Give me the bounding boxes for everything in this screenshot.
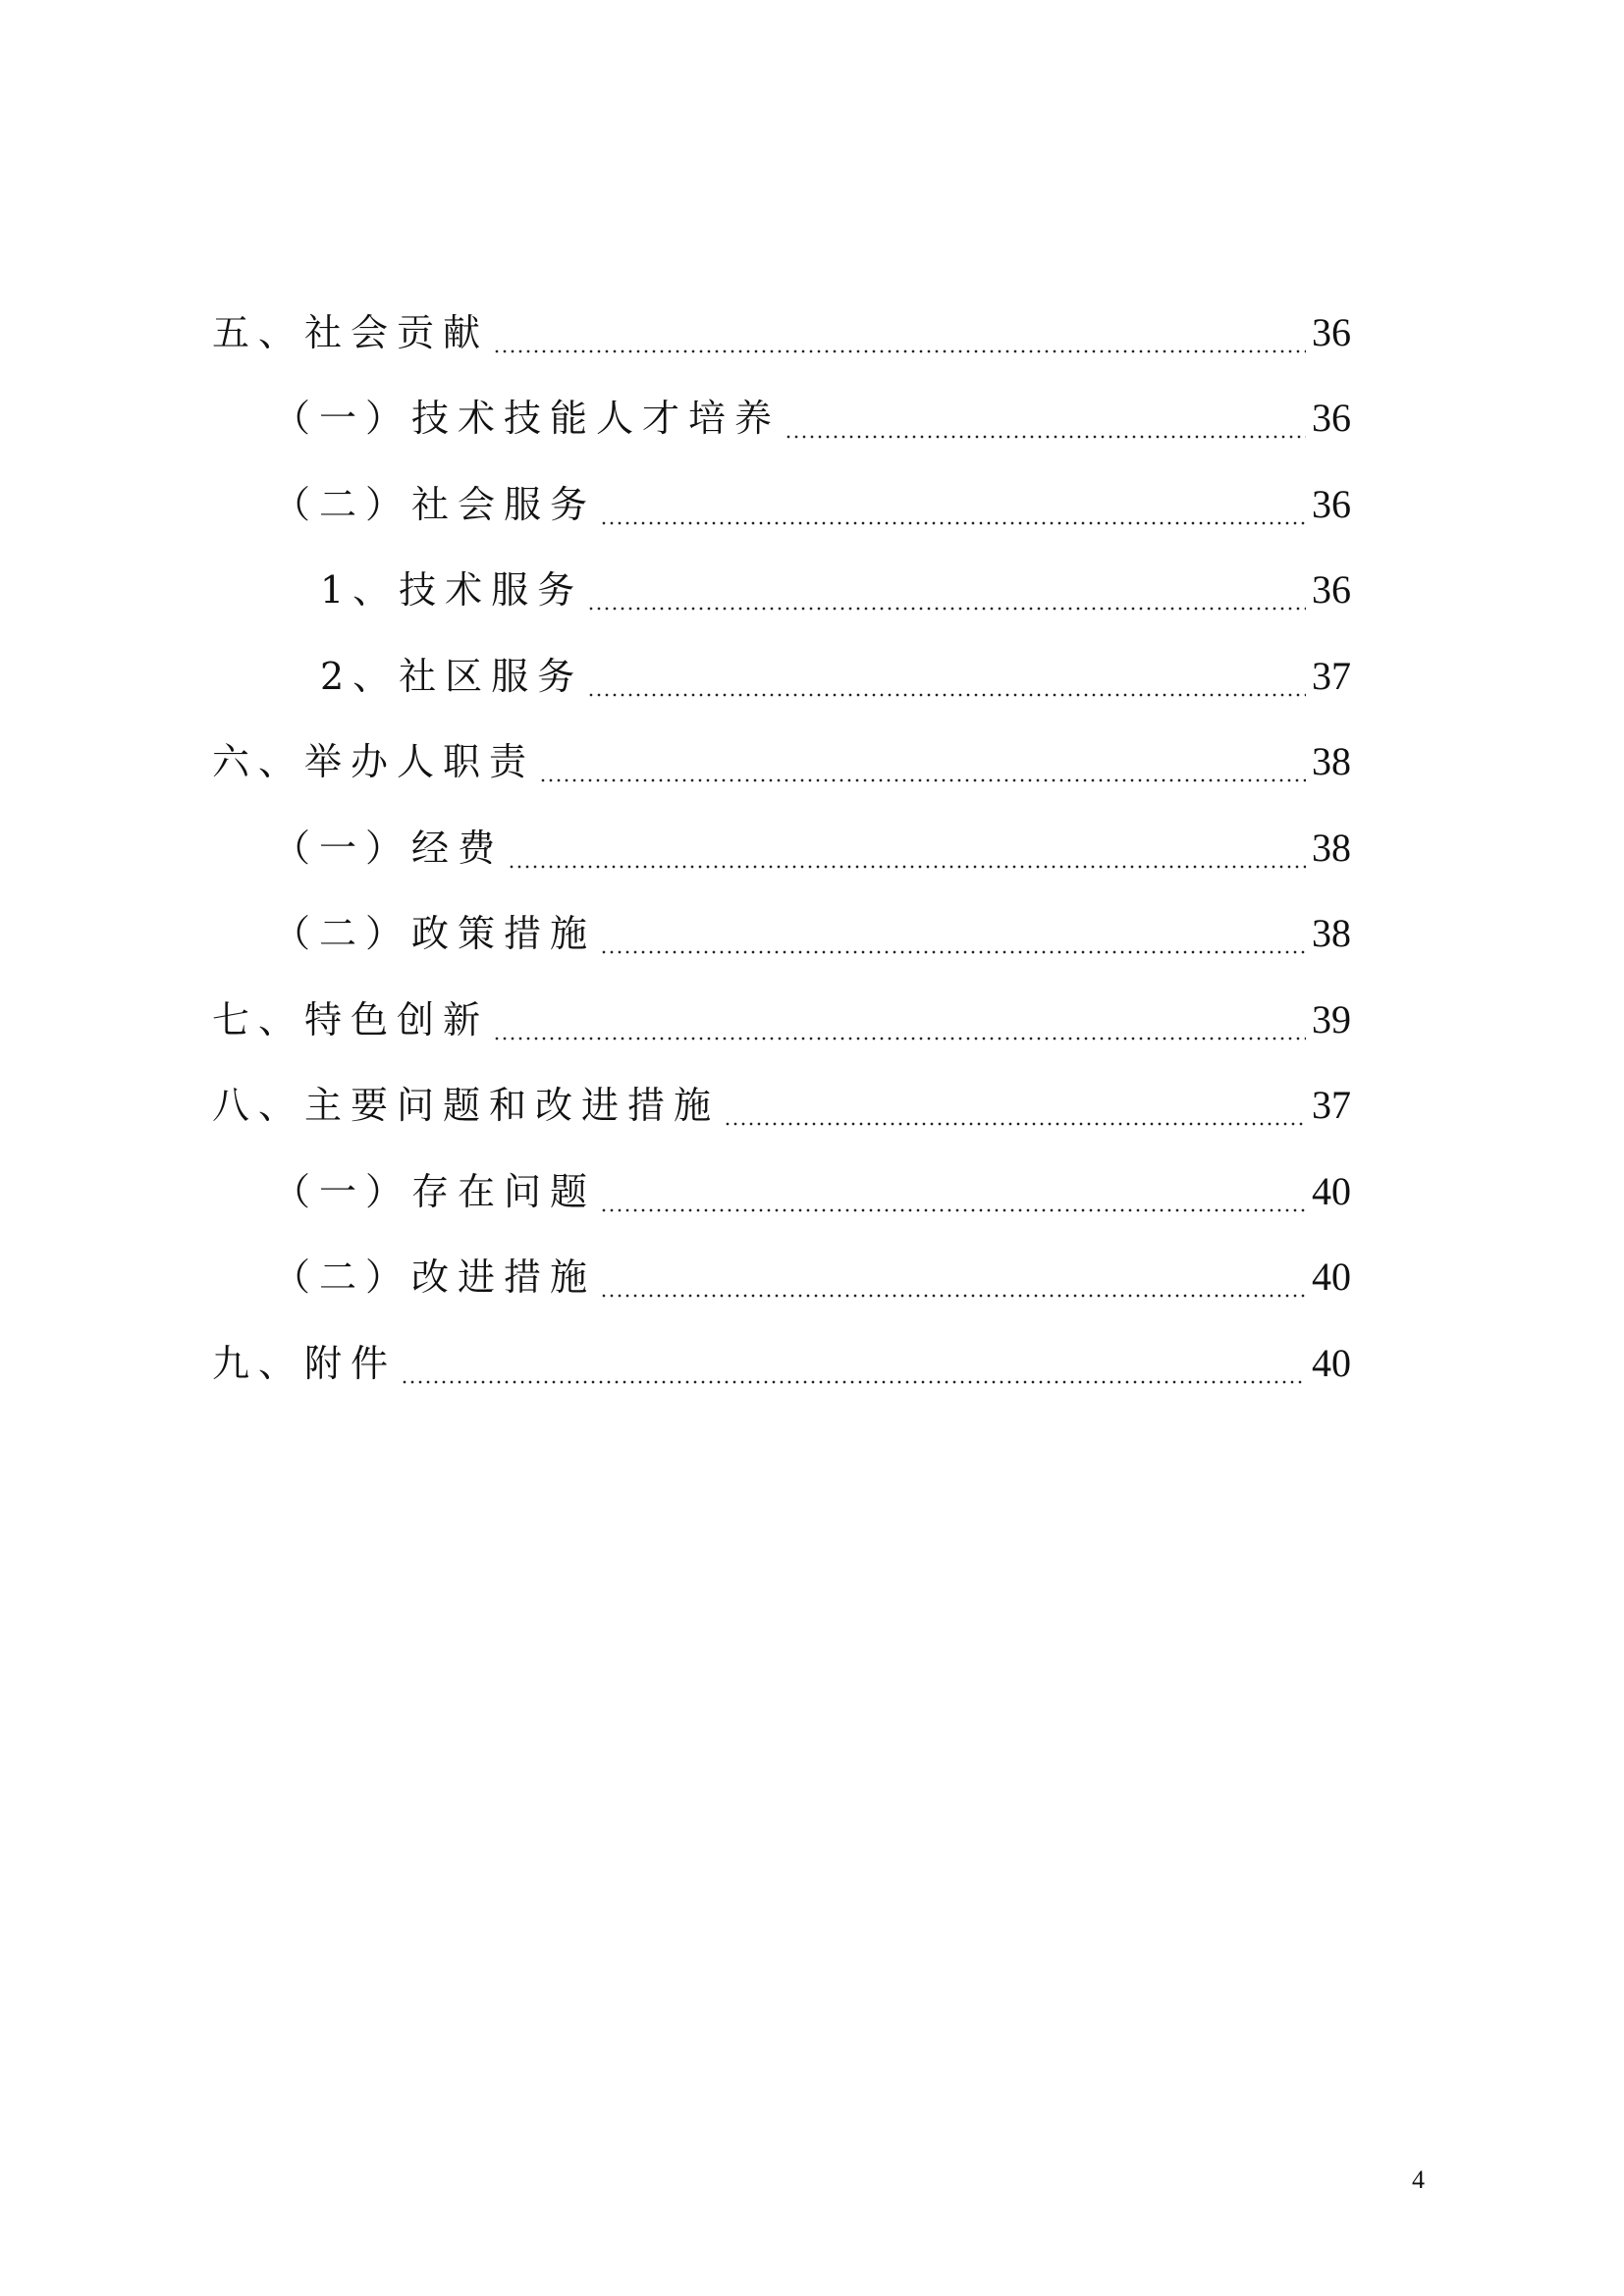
toc-entry-page: 37 bbox=[1312, 1083, 1351, 1128]
toc-entry-section-5[interactable] bbox=[212, 290, 1351, 376]
toc-entry-title: 九、附件 bbox=[212, 1341, 398, 1385]
toc-entry-page: 36 bbox=[1312, 309, 1351, 354]
toc-entry-page: 38 bbox=[1312, 739, 1351, 784]
toc-entry-page: 40 bbox=[1312, 1340, 1351, 1385]
toc-entry-title: （一）存在问题 bbox=[273, 1169, 597, 1213]
toc-entry-existing-problems[interactable] bbox=[212, 1148, 1351, 1235]
toc-entry-funding[interactable] bbox=[212, 805, 1351, 891]
toc-entry-title: 七、特色创新 bbox=[212, 997, 490, 1041]
toc-entry-title: 八、主要问题和改进措施 bbox=[212, 1084, 721, 1128]
toc-entry-title: （二）改进措施 bbox=[273, 1255, 597, 1300]
toc-entry-title: （一）经费 bbox=[273, 826, 505, 870]
dot-leader bbox=[493, 348, 1306, 354]
toc-entry-talent-training[interactable] bbox=[212, 376, 1351, 462]
toc-entry-section-6[interactable] bbox=[212, 720, 1351, 806]
toc-entry-title: （二）政策措施 bbox=[273, 912, 597, 956]
toc-entry-technical-service[interactable] bbox=[212, 548, 1351, 634]
toc-entry-page: 36 bbox=[1312, 396, 1351, 441]
toc-entry-title: 五、社会贡献 bbox=[212, 310, 490, 354]
toc-entry-title: 六、举办人职责 bbox=[212, 740, 536, 784]
toc-entry-title: 1、技术服务 bbox=[320, 568, 584, 613]
toc-entry-page: 38 bbox=[1312, 911, 1351, 956]
dot-leader bbox=[724, 1121, 1306, 1127]
dot-leader bbox=[539, 777, 1306, 783]
toc-entry-page: 38 bbox=[1312, 825, 1351, 870]
toc-entry-title: （一）技术技能人才培养 bbox=[273, 397, 782, 441]
dot-leader bbox=[600, 1207, 1306, 1213]
dot-leader bbox=[587, 606, 1306, 612]
dot-leader bbox=[508, 864, 1306, 870]
dot-leader bbox=[587, 692, 1306, 698]
table-of-contents bbox=[212, 290, 1351, 1407]
dot-leader bbox=[493, 1036, 1306, 1041]
toc-entry-page: 39 bbox=[1312, 996, 1351, 1041]
dot-leader bbox=[600, 949, 1306, 955]
dot-leader bbox=[785, 434, 1306, 440]
toc-entry-section-7[interactable] bbox=[212, 977, 1351, 1063]
toc-entry-page: 36 bbox=[1312, 567, 1351, 613]
toc-entry-social-service[interactable] bbox=[212, 461, 1351, 548]
toc-entry-section-9[interactable] bbox=[212, 1320, 1351, 1407]
toc-entry-title: （二）社会服务 bbox=[273, 482, 597, 526]
toc-entry-policy-measures[interactable] bbox=[212, 891, 1351, 978]
dot-leader bbox=[600, 520, 1306, 526]
toc-entry-page: 36 bbox=[1312, 481, 1351, 526]
toc-entry-title: 2、社区服务 bbox=[320, 654, 584, 698]
toc-entry-community-service[interactable] bbox=[212, 633, 1351, 720]
dot-leader bbox=[600, 1293, 1306, 1299]
page-number: 4 bbox=[1412, 2165, 1425, 2194]
toc-entry-page: 40 bbox=[1312, 1255, 1351, 1300]
dot-leader bbox=[401, 1379, 1306, 1385]
toc-entry-section-8[interactable] bbox=[212, 1063, 1351, 1149]
toc-entry-page: 40 bbox=[1312, 1168, 1351, 1213]
toc-entry-page: 37 bbox=[1312, 653, 1351, 698]
toc-entry-improvement-measures[interactable] bbox=[212, 1235, 1351, 1321]
